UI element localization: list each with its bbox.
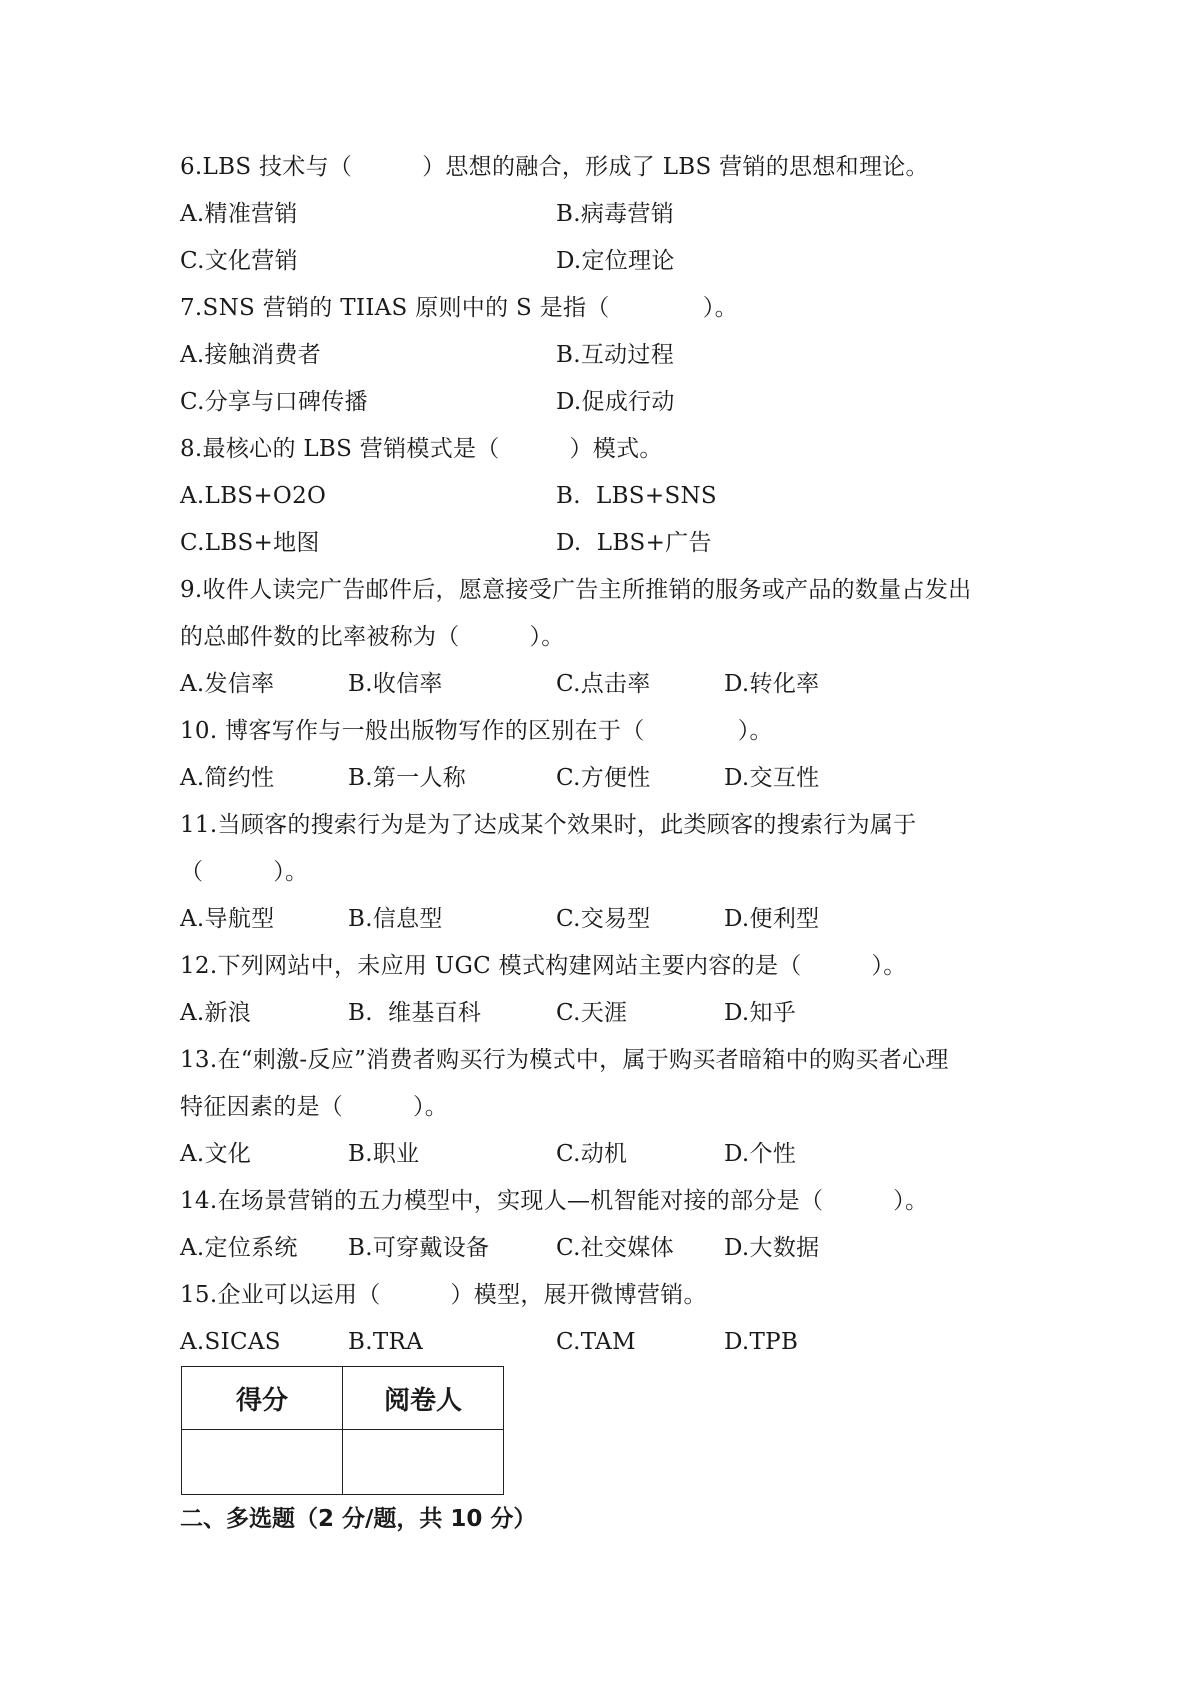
question-stem: 11.当顾客的搜索行为是为了达成某个效果时，此类顾客的搜索行为属于 <box>180 812 917 838</box>
question-stem: 13.在“刺激-反应”消费者购买行为模式中，属于购买者暗箱中的购买者心理 <box>180 1047 949 1073</box>
answer-option: C.方便性 <box>556 765 651 791</box>
answer-option: A.新浪 <box>180 1000 252 1026</box>
answer-option: D.促成行动 <box>556 389 675 415</box>
answer-option: C.TAM <box>556 1329 636 1355</box>
answer-option: D.转化率 <box>724 671 820 697</box>
answer-option: A.LBS+O2O <box>180 483 327 509</box>
answer-option: D.个性 <box>724 1141 797 1167</box>
section-heading-multi-choice: 二、多选题（2 分/题，共 10 分） <box>180 1506 537 1532</box>
answer-option: B.职业 <box>348 1141 420 1167</box>
answer-option: B.TRA <box>348 1329 423 1355</box>
answer-option: D.交互性 <box>724 765 820 791</box>
answer-option: A.文化 <box>180 1141 252 1167</box>
answer-option: C.动机 <box>556 1141 628 1167</box>
question-stem: 8.最核心的 LBS 营销模式是（ ）模式。 <box>180 436 663 462</box>
question-stem: 的总邮件数的比率被称为（ ）。 <box>180 624 565 650</box>
score-table <box>181 1366 504 1495</box>
question-stem: 6.LBS 技术与（ ）思想的融合，形成了 LBS 营销的思想和理论。 <box>180 154 929 180</box>
answer-option: B.第一人称 <box>348 765 467 791</box>
grader-header: 阅卷人 <box>343 1367 504 1430</box>
answer-option: C.交易型 <box>556 906 651 932</box>
question-stem: 特征因素的是（ ）。 <box>180 1094 449 1120</box>
question-stem: 9.收件人读完广告邮件后，愿意接受广告主所推销的服务或产品的数量占发出 <box>180 577 972 603</box>
answer-option: D.大数据 <box>724 1235 820 1261</box>
question-stem: 10. 博客写作与一般出版物写作的区别在于（ ）。 <box>180 718 773 744</box>
answer-option: C.文化营销 <box>180 248 298 274</box>
answer-option: A.导航型 <box>180 906 275 932</box>
answer-option: D.TPB <box>724 1329 799 1355</box>
answer-option: B.收信率 <box>348 671 443 697</box>
answer-option: A.接触消费者 <box>180 342 322 368</box>
answer-option: B. LBS+SNS <box>556 483 717 509</box>
answer-option: B. 维基百科 <box>348 1000 482 1026</box>
answer-option: C.LBS+地图 <box>180 530 320 556</box>
answer-option: A.精准营销 <box>180 201 298 227</box>
score-header: 得分 <box>182 1367 343 1430</box>
answer-option: D. LBS+广告 <box>556 530 712 556</box>
question-stem: 12.下列网站中，未应用 UGC 模式构建网站主要内容的是（ ）。 <box>180 953 907 979</box>
answer-option: A.SICAS <box>180 1329 281 1355</box>
answer-option: D.知乎 <box>724 1000 797 1026</box>
answer-option: A.简约性 <box>180 765 275 791</box>
answer-option: C.点击率 <box>556 671 651 697</box>
answer-option: B.信息型 <box>348 906 443 932</box>
answer-option: C.社交媒体 <box>556 1235 674 1261</box>
answer-option: A.定位系统 <box>180 1235 298 1261</box>
answer-option: B.病毒营销 <box>556 201 675 227</box>
answer-option: B.可穿戴设备 <box>348 1235 490 1261</box>
question-stem: （ ）。 <box>180 859 309 885</box>
answer-option: A.发信率 <box>180 671 275 697</box>
question-stem: 14.在场景营销的五力模型中，实现人—机智能对接的部分是（ ）。 <box>180 1188 929 1214</box>
grader-cell[interactable] <box>343 1430 504 1495</box>
answer-option: C.天涯 <box>556 1000 628 1026</box>
answer-option: B.互动过程 <box>556 342 675 368</box>
question-stem: 15.企业可以运用（ ）模型，展开微博营销。 <box>180 1282 707 1308</box>
question-stem: 7.SNS 营销的 TIIAS 原则中的 S 是指（ ）。 <box>180 295 738 321</box>
answer-option: C.分享与口碑传播 <box>180 389 368 415</box>
score-cell[interactable] <box>182 1430 343 1495</box>
answer-option: D.便利型 <box>724 906 820 932</box>
answer-option: D.定位理论 <box>556 248 675 274</box>
